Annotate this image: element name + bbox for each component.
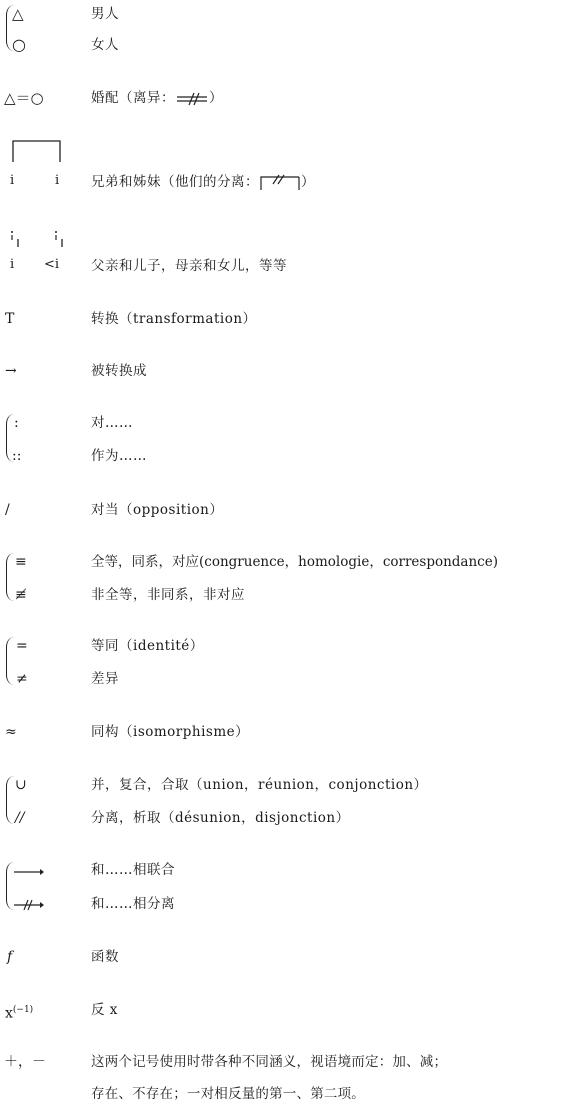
function-label: 函数 [91,949,119,965]
arrow-right-icon: → [5,363,17,379]
congruence-symbol: ≡ [15,554,27,570]
plus-minus-label-line2: 存在、不存在；一对相反量的第一、第二项。 [91,1086,365,1102]
transformed-into-label: 被转换成 [91,363,147,379]
identity-label: 等同（identité） [91,638,204,654]
brace-union [6,776,15,824]
parent-child-left-icon [9,230,23,248]
disunion-label: 分离，析取（désunion，disjonction） [91,810,350,826]
conjoin-arrow-icon [14,868,44,876]
siblings-text: 兄弟和姊妹（他们的分离： [91,174,259,190]
relation-to-label: 对…… [91,415,133,431]
brace-congruence [6,553,15,601]
triangle-icon: △ [12,5,24,23]
disjoin-arrow-icon [14,899,44,911]
inverse-label: 反 x [91,1002,118,1018]
congruence-label: 全等，同系，对应(congruence，homologie，correspondance) [91,554,498,570]
disunion-symbol: // [15,810,25,826]
marriage-symbol: △＝○ [4,89,44,107]
parent-child-label: 父亲和儿子，母亲和女儿，等等 [91,258,287,274]
non-congruence-symbol: ≢ [15,587,27,603]
plus-minus-symbol: ＋，－ [4,1054,46,1070]
male-label: 男人 [91,6,119,22]
colon-symbol: : [14,415,19,431]
parent-child-right-icon [53,230,67,248]
marriage-text-end: ） [209,90,223,106]
sibling-left-symbol: i [10,173,15,188]
difference-label: 差异 [91,671,119,687]
slash-symbol: / [5,502,10,518]
opposition-label: 对当（opposition） [91,502,224,518]
union-label: 并，复合，合取（union，réunion，conjonction） [91,777,428,793]
transformation-label: 转换（transformation） [91,311,257,327]
siblings-label [91,173,315,191]
divorce-symbol-icon [175,92,209,106]
non-congruence-label: 非全等，非同系，非对应 [91,587,245,603]
double-colon-symbol: :: [12,448,22,464]
sibling-bracket-icon [12,140,62,164]
parent-left-symbol: i [10,257,15,272]
not-equals-symbol: ≠ [16,671,28,687]
union-symbol: ∪ [15,777,27,793]
marriage-label [91,89,223,107]
sibling-separation-icon [259,175,301,191]
isomorphism-label: 同构（isomorphisme） [91,724,250,740]
female-label: 女人 [91,37,119,53]
function-symbol: f [7,949,13,965]
approx-symbol: ≈ [5,724,17,740]
conjoined-label: 和……相联合 [91,862,175,878]
circle-icon: ○ [12,35,26,54]
inverse-base: x [5,1005,13,1022]
brace-identity [6,637,15,685]
sibling-right-symbol: i [55,173,60,188]
plus-minus-label-line1: 这两个记号使用时带各种不同涵义，视语境而定：加、减； [91,1054,448,1070]
marriage-text: 婚配（离异： [91,90,175,106]
relation-as-label: 作为…… [91,448,147,464]
inverse-superscript: (−1) [12,1005,34,1015]
equals-symbol: = [16,638,28,654]
inverse-symbol [5,1001,33,1023]
parent-right-symbol: <i [44,257,60,272]
transformation-symbol: T [5,311,15,327]
siblings-text-end: ） [301,174,315,190]
disjoined-label: 和……相分离 [91,896,175,912]
